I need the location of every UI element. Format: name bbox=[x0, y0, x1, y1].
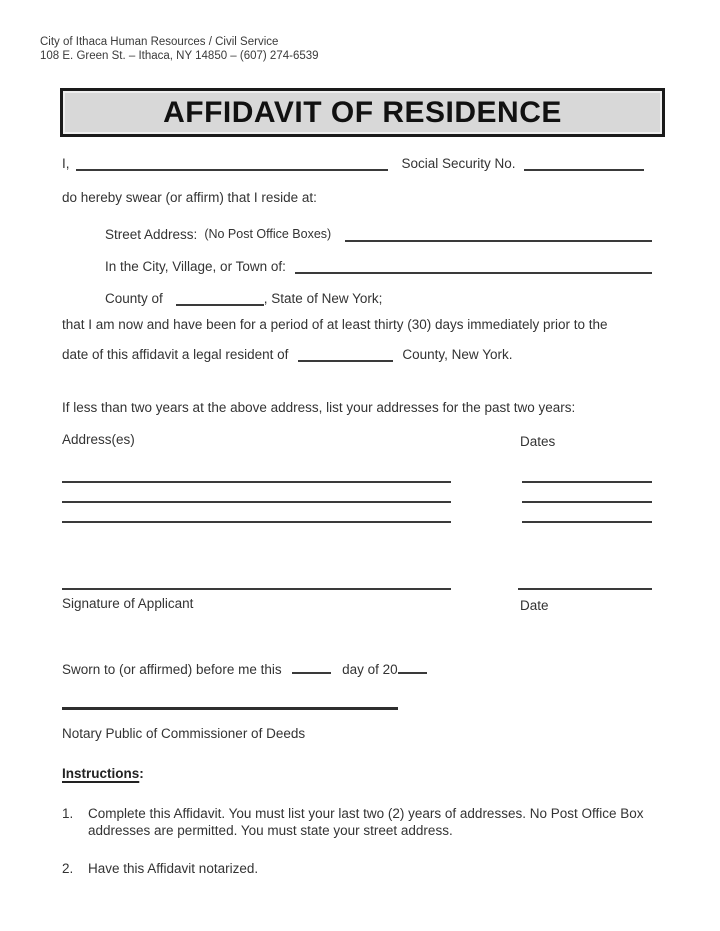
signature-field-line bbox=[62, 588, 451, 590]
history-column-headers bbox=[62, 432, 652, 449]
signature-line-row bbox=[62, 588, 652, 590]
county-field-line bbox=[176, 291, 264, 306]
history-intro: If less than two years at the above address, list your addresses for the past two years: bbox=[62, 400, 576, 415]
instruction-number: 1. bbox=[62, 806, 74, 821]
instruction-item-1 bbox=[62, 806, 652, 839]
dates-field-line bbox=[522, 521, 652, 523]
history-row-1 bbox=[62, 481, 652, 483]
sworn-year-blank bbox=[398, 661, 427, 674]
street-address-label: Street Address: bbox=[105, 227, 198, 242]
city-label: In the City, Village, or Town of: bbox=[105, 259, 286, 274]
residency-line2-prefix: date of this affidavit a legal resident of bbox=[62, 347, 289, 362]
i-label: I, bbox=[62, 156, 70, 171]
instruction-item-2 bbox=[62, 861, 652, 878]
instruction-text: Complete this Affidavit. You must list your last two (2) years of addresses. No Post Office Box addresses are permitted. You must state your street address. bbox=[88, 806, 644, 838]
dates-field-line bbox=[522, 481, 652, 483]
name-ssn-row bbox=[62, 156, 652, 171]
address-field-line bbox=[62, 501, 451, 503]
notary-line-row bbox=[62, 707, 652, 710]
swear-statement: do hereby swear (or affirm) that I reside at: bbox=[62, 190, 317, 205]
address-field-line bbox=[62, 521, 451, 523]
sworn-middle: day of 20 bbox=[342, 662, 398, 677]
date-field-line bbox=[518, 588, 652, 590]
city-row bbox=[62, 259, 652, 274]
sworn-statement bbox=[62, 661, 652, 677]
address-field-line bbox=[62, 481, 451, 483]
city-field-line bbox=[295, 259, 652, 274]
instructions-heading-text: Instructions bbox=[62, 766, 140, 781]
sworn-day-blank bbox=[292, 661, 331, 674]
history-row-3 bbox=[62, 521, 652, 523]
county-resident-field-line bbox=[298, 347, 393, 362]
street-address-note: (No Post Office Boxes) bbox=[204, 227, 332, 241]
title-box bbox=[60, 88, 665, 137]
ssn-label: Social Security No. bbox=[401, 156, 516, 171]
ssn-field-line bbox=[524, 156, 644, 171]
date-label: Date bbox=[520, 598, 549, 613]
residency-paragraph-line1: that I am now and have been for a period of at least thirty (30) days immediately prior to the bbox=[62, 317, 608, 332]
instruction-text: Have this Affidavit notarized. bbox=[88, 861, 259, 876]
address-column-header: Address(es) bbox=[62, 432, 135, 447]
county-row bbox=[62, 291, 652, 306]
signature-label: Signature of Applicant bbox=[62, 596, 194, 611]
name-field-line bbox=[76, 156, 388, 171]
residency-line2-suffix: County, New York. bbox=[402, 347, 513, 362]
instructions-heading-colon: : bbox=[139, 766, 144, 781]
street-address-field-line bbox=[345, 227, 652, 242]
header-org-line: City of Ithaca Human Resources / Civil Service bbox=[40, 36, 279, 48]
sworn-prefix: Sworn to (or affirmed) before me this bbox=[62, 662, 282, 677]
page-title: AFFIDAVIT OF RESIDENCE bbox=[163, 95, 562, 129]
county-suffix: , State of New York; bbox=[263, 291, 383, 306]
notary-label: Notary Public of Commissioner of Deeds bbox=[62, 726, 306, 741]
document-header bbox=[40, 35, 319, 63]
instructions-heading bbox=[62, 766, 652, 781]
street-address-row bbox=[62, 227, 652, 242]
dates-field-line bbox=[522, 501, 652, 503]
dates-column-header: Dates bbox=[520, 434, 556, 449]
notary-field-line bbox=[62, 707, 398, 710]
county-label: County of bbox=[105, 291, 163, 306]
header-address-line: 108 E. Green St. – Ithaca, NY 14850 – (607) 274-6539 bbox=[40, 50, 319, 62]
signature-labels-row bbox=[62, 596, 652, 613]
instruction-number: 2. bbox=[62, 861, 74, 876]
residency-paragraph-line2 bbox=[62, 347, 652, 362]
history-row-2 bbox=[62, 501, 652, 503]
